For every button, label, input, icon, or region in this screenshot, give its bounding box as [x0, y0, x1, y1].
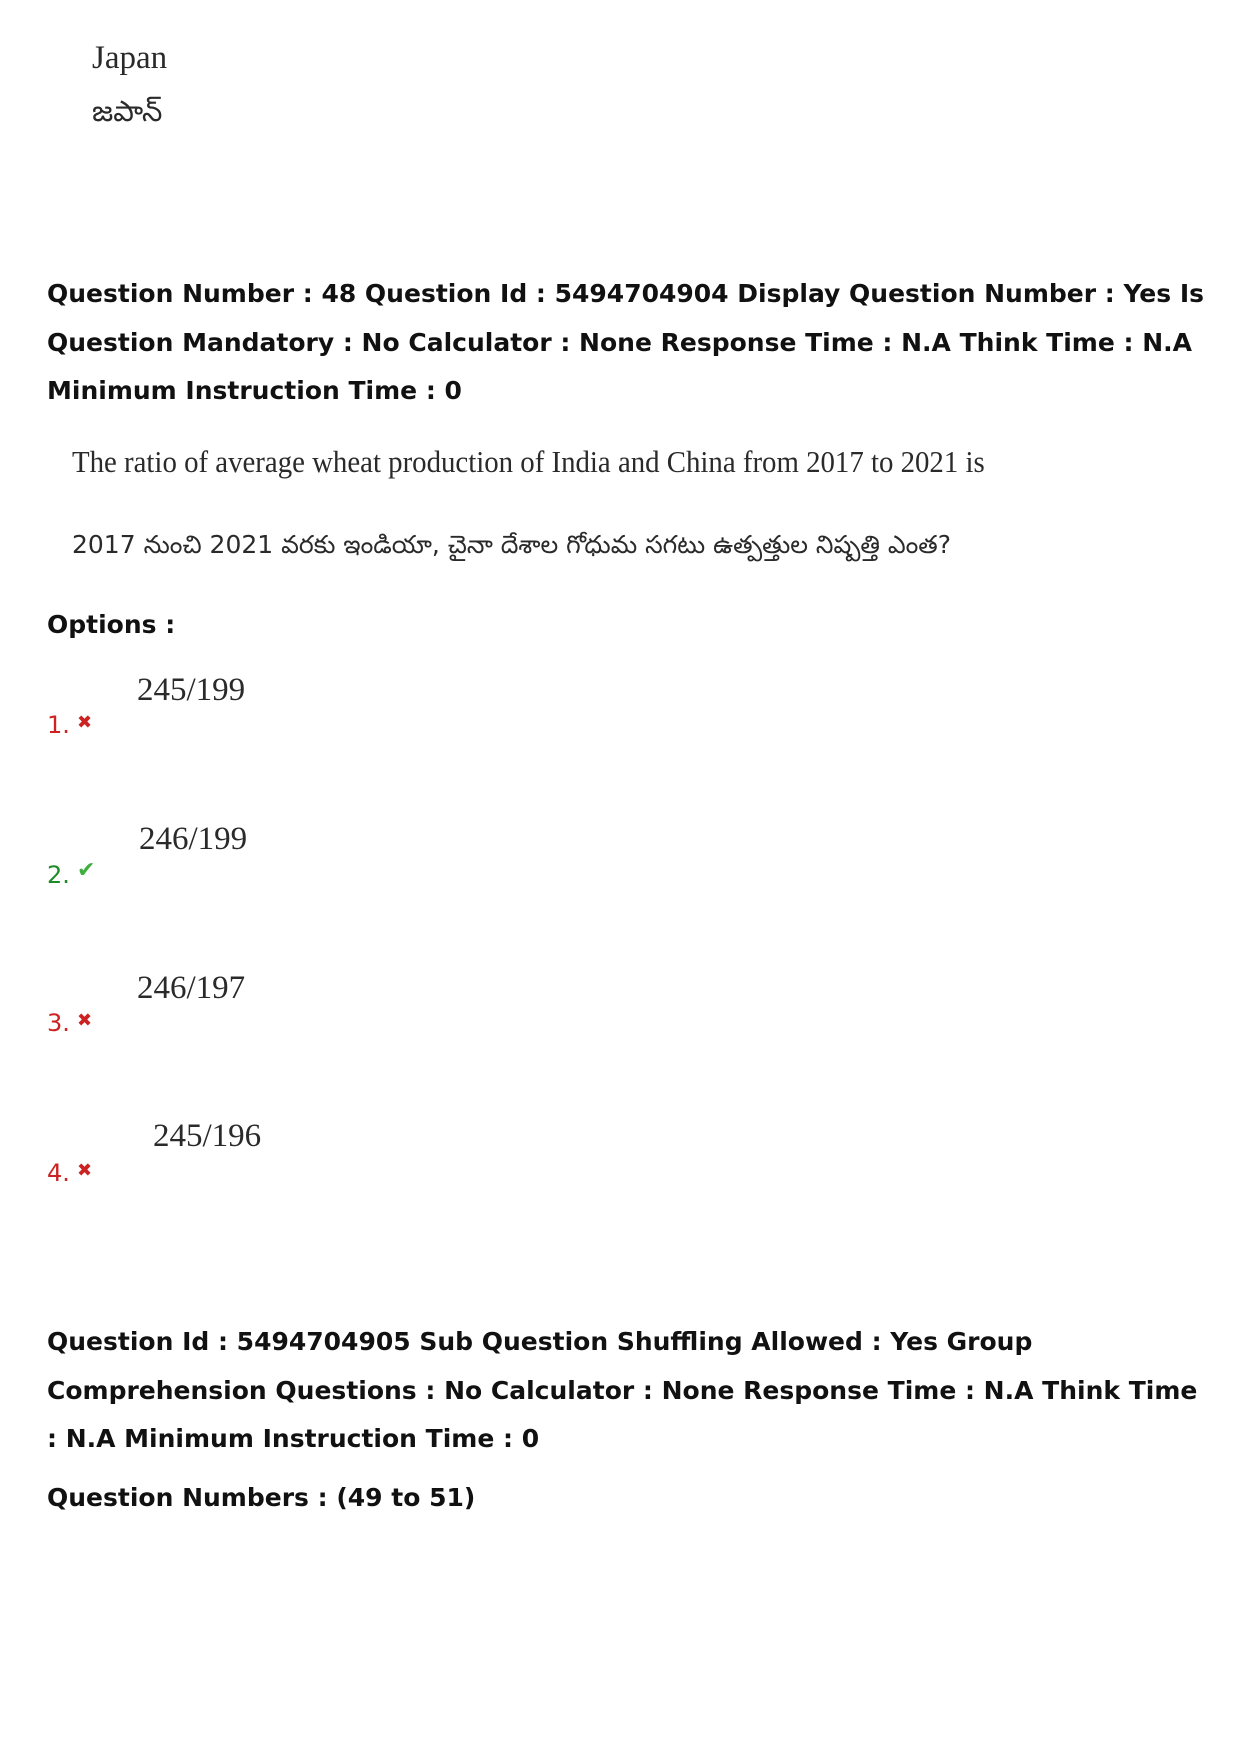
cross-icon: ✖ — [77, 1010, 93, 1031]
option-number: 3. — [47, 1009, 70, 1037]
question-image — [70, 444, 985, 574]
question-text-telugu: 2017 నుంచి 2021 వరకు ఇండియా, చైనా దేశాల గోధుమ సగటు ఉత్పత్తుల నిష్పత్తి ఎంత? — [72, 530, 952, 559]
question-numbers: Question Numbers : (49 to 51) — [47, 1483, 476, 1512]
previous-option-english: Japan — [92, 40, 168, 76]
question-meta: Question Number : 48 Question Id : 5494704904 Display Question Number : Yes Is Question Mandatory : No Calculator : None Response Time : N.A Think Time : N.A Minimum Instruction Time : 0 — [47, 279, 1205, 405]
group-meta: Question Id : 5494704905 Sub Question Shuffling Allowed : Yes Group Comprehension Questions : No Calculator : None Response Time : N.A Think Time : N.A Minimum Instruction Time : 0 — [47, 1327, 1198, 1453]
question-text-english: The ratio of average wheat production of India and China from 2017 to 2021 is — [72, 444, 985, 479]
option-2 — [47, 821, 647, 930]
option-number: 1. — [47, 711, 70, 739]
option-value: 245/196 — [153, 1118, 262, 1154]
previous-option-telugu: జపాన్ — [92, 96, 163, 128]
cross-icon: ✖ — [77, 712, 93, 733]
option-value: 246/199 — [139, 821, 248, 857]
option-number: 2. — [47, 861, 70, 889]
option-3 — [47, 970, 647, 1078]
option-value: 245/199 — [137, 672, 246, 708]
cross-icon: ✖ — [77, 1160, 93, 1181]
option-number: 4. — [47, 1159, 70, 1187]
option-value: 246/197 — [137, 970, 246, 1006]
options-label: Options : — [47, 610, 176, 639]
check-icon: ✔ — [77, 858, 96, 883]
option-1 — [47, 672, 647, 780]
option-4 — [47, 1118, 647, 1228]
